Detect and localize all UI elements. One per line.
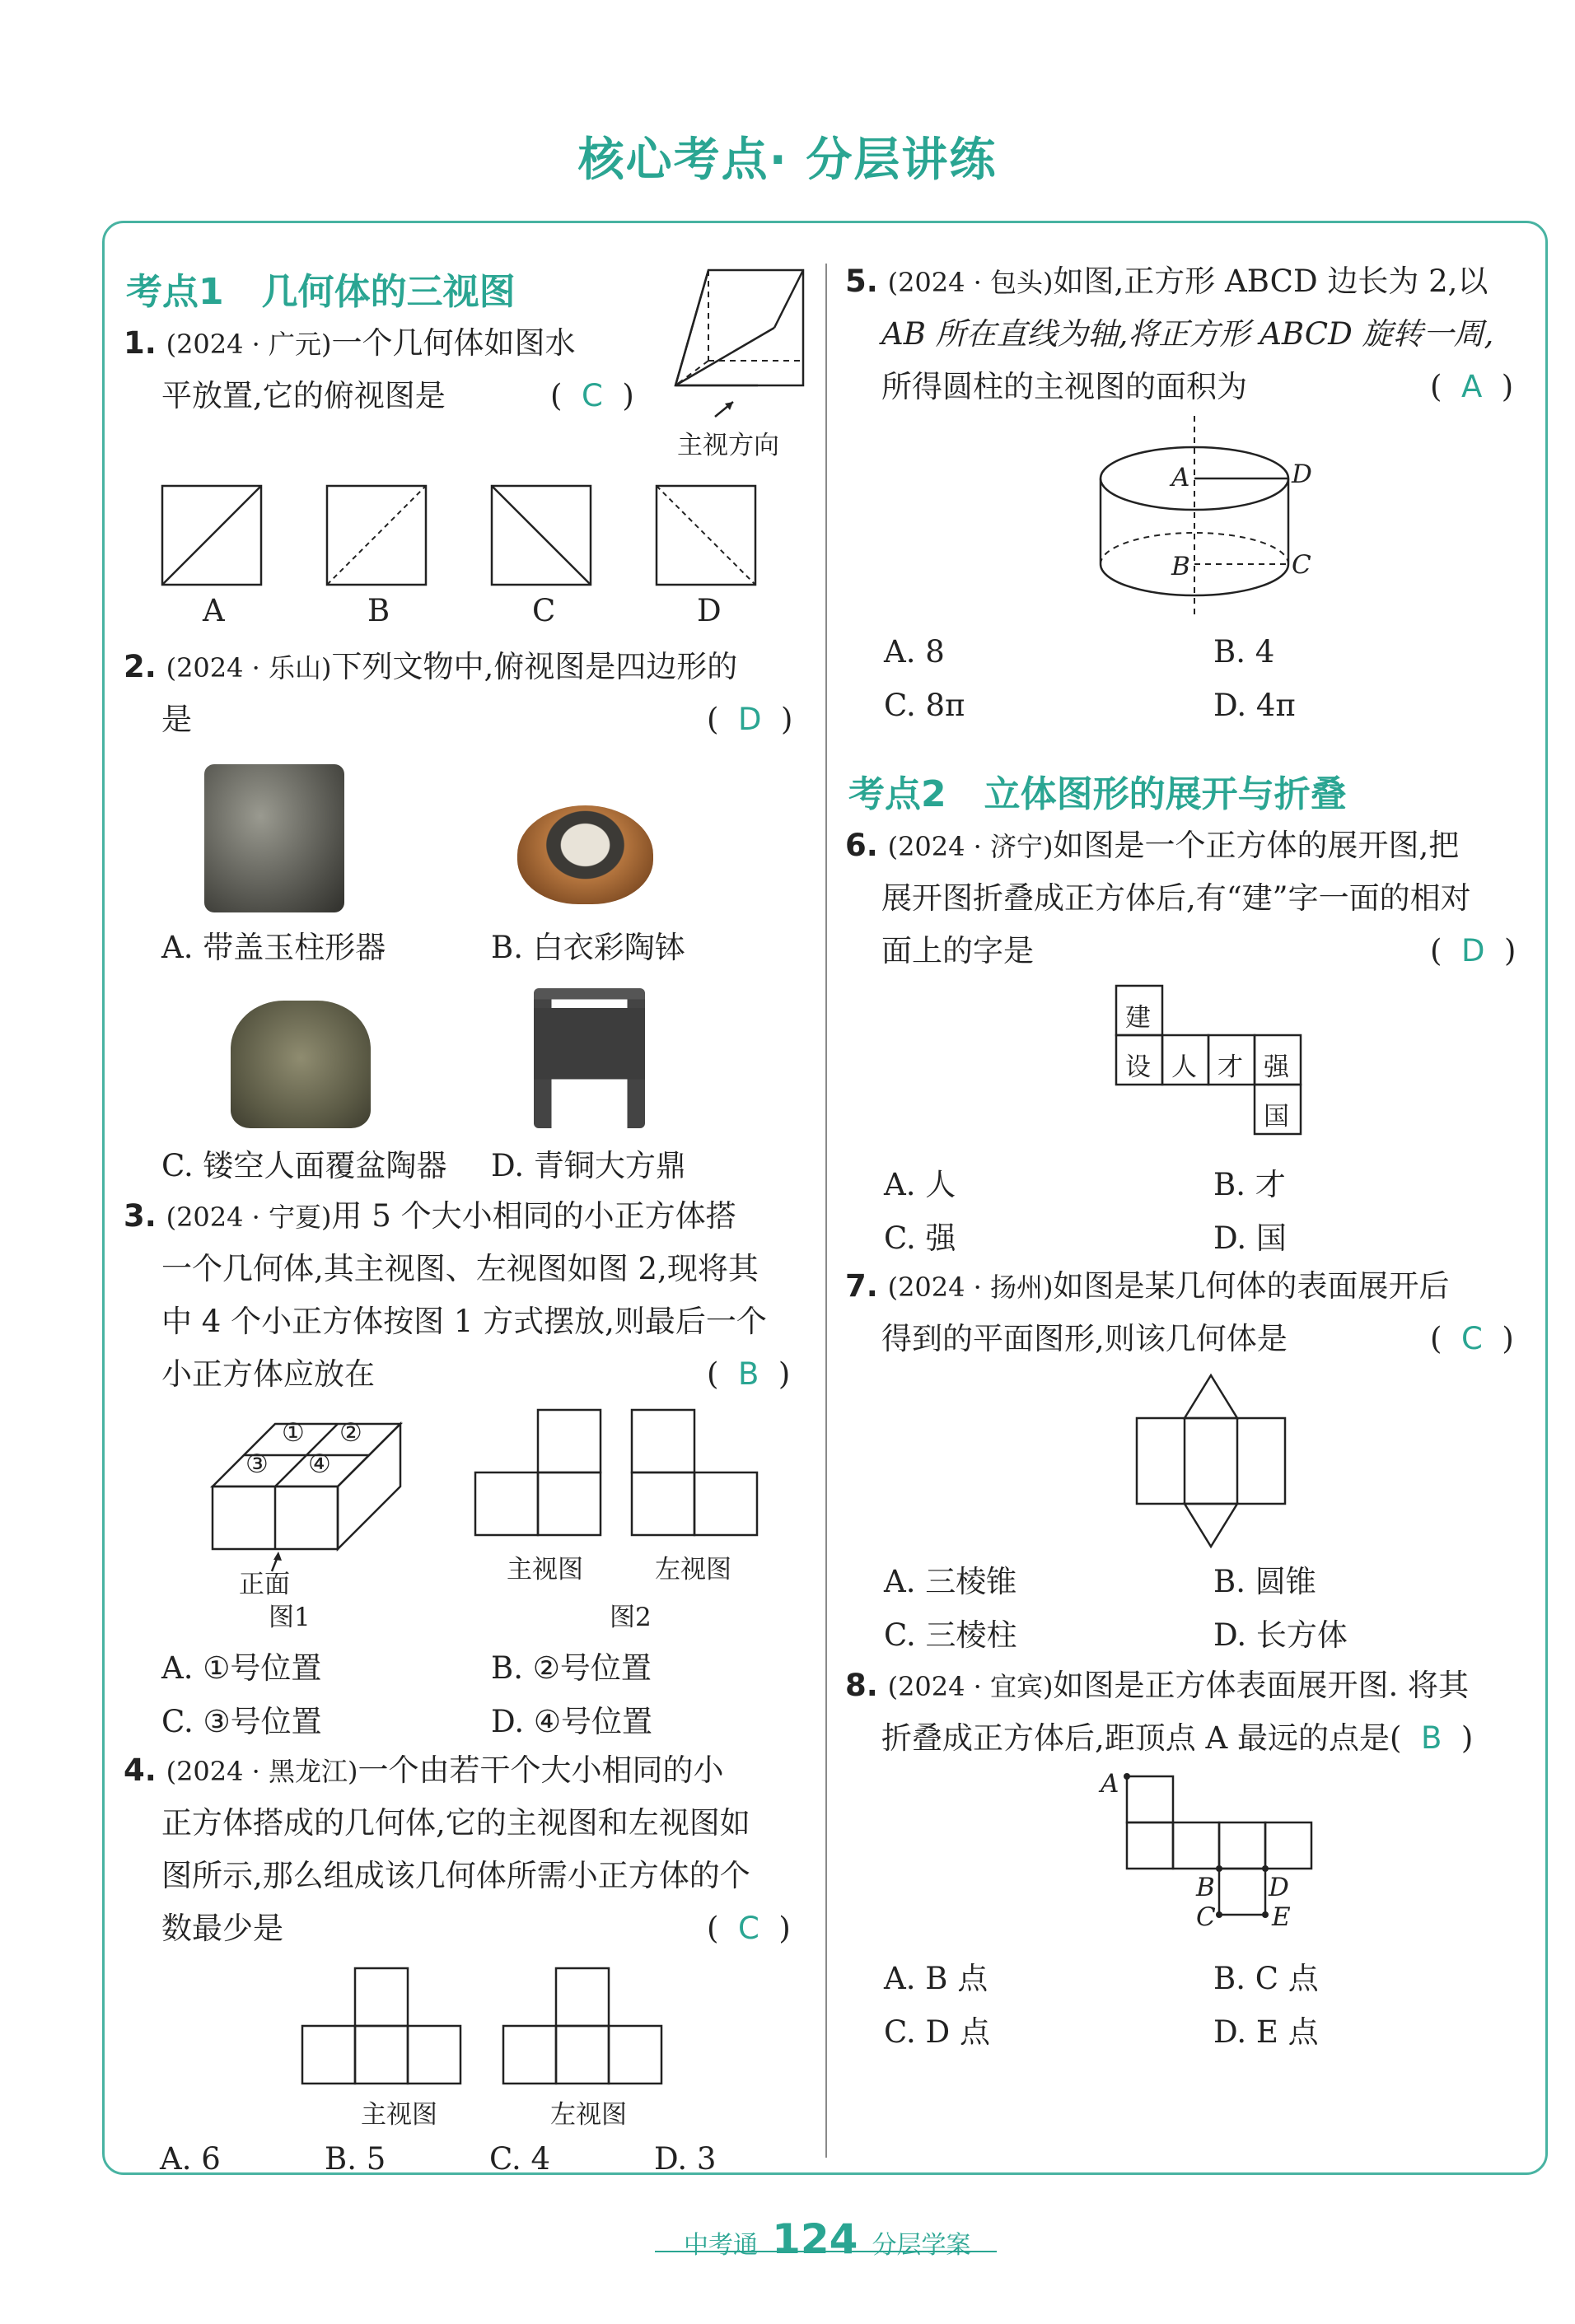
- q6-net-cell-1: 建: [1125, 1003, 1151, 1033]
- q4-left-view-label: 左视图: [550, 2100, 627, 2130]
- q5-cylinder-figure: [1096, 416, 1318, 630]
- q2-text-2: 是: [161, 702, 192, 737]
- q2-source: (2024 · 乐山): [166, 652, 332, 684]
- column-divider: [825, 264, 827, 2158]
- q3-front-label: 正面: [239, 1570, 290, 1599]
- q3-front-view-label: 主视图: [507, 1555, 583, 1584]
- q4-option-a: A. 6: [160, 2141, 221, 2177]
- q3-option-b: B. ②号位置: [491, 1650, 652, 1686]
- q2-option-d: D. 青铜大方鼎: [491, 1148, 686, 1183]
- q5-label-d: D: [1292, 460, 1312, 489]
- q7-line-2: 得到的平面图形,则该几何体是: [881, 1321, 1288, 1356]
- footer-subtitle: 分层学案: [872, 2231, 971, 2260]
- q6-line-2: 展开图折叠成正方体后,有“建”字一面的相对: [881, 880, 1471, 916]
- q3-source: (2024 · 宁夏): [166, 1202, 332, 1233]
- q7-prism-net: [1135, 1374, 1292, 1551]
- q2-number: 2.: [124, 649, 157, 684]
- q1-option-a: A: [203, 593, 225, 628]
- q3-option-d: D. ④号位置: [491, 1704, 653, 1739]
- q7-option-c: C. 三棱柱: [884, 1617, 1017, 1653]
- q4-answer: C: [737, 1911, 759, 1946]
- q7-option-b: B. 圆锥: [1213, 1564, 1316, 1599]
- q2-option-a: A. 带盖玉柱形器: [161, 930, 386, 965]
- q1-option-d: D: [697, 593, 722, 628]
- q8-answer: B: [1420, 1720, 1442, 1756]
- q3-option-c: C. ③号位置: [161, 1704, 322, 1739]
- q3-answer: B: [737, 1356, 759, 1392]
- section-1-title: 几何体的三视图: [261, 271, 516, 313]
- q1-option-c: C: [532, 593, 556, 628]
- q3-circled-4: ④: [308, 1449, 331, 1479]
- q3-answer-bracket: ( B ): [707, 1356, 791, 1392]
- q3-figure-2: [474, 1410, 787, 1542]
- q8-text-2: 折叠成正方体后,距顶点 A 最远的点是(: [881, 1720, 1402, 1756]
- q3-fig2-caption: 图2: [610, 1603, 652, 1632]
- q5-option-d: D. 4π: [1213, 688, 1296, 723]
- q8-label-d: D: [1269, 1873, 1289, 1902]
- q5-number: 5.: [845, 264, 878, 299]
- q6-line-3: 面上的字是: [881, 933, 1034, 968]
- q3-line-3: 中 4 个小正方体按图 1 方式摆放,则最后一个: [161, 1304, 767, 1339]
- section-1-heading: [126, 262, 516, 315]
- q6-answer-bracket: ( D ): [1430, 933, 1517, 968]
- q7-line-1: [845, 1260, 1450, 1314]
- q4-source: (2024 · 黑龙江): [166, 1756, 358, 1787]
- q3-number: 3.: [124, 1198, 157, 1234]
- q7-text-1: 如图是某几何体的表面展开后: [1053, 1268, 1450, 1304]
- q8-label-c: C: [1196, 1902, 1216, 1932]
- q4-number: 4.: [124, 1752, 157, 1788]
- q3-circled-3: ③: [245, 1449, 269, 1479]
- q7-option-d: D. 长方体: [1213, 1617, 1348, 1653]
- q6-option-c: C. 强: [884, 1220, 956, 1256]
- q4-option-d: D. 3: [654, 2141, 717, 2177]
- q3-line-4: 小正方体应放在: [161, 1356, 375, 1392]
- q5-source: (2024 · 包头): [887, 267, 1054, 298]
- q4-line-3: 图所示,那么组成该几何体所需小正方体的个: [161, 1858, 750, 1893]
- q2-line-2: [161, 693, 192, 746]
- q1-figure-label: 主视方向: [677, 431, 779, 460]
- q6-net-cell-2: 设: [1125, 1052, 1151, 1082]
- q3-circled-2: ②: [339, 1418, 362, 1448]
- q2-text-1: 下列文物中,俯视图是四边形的: [331, 649, 738, 684]
- q6-net-cell-6: 国: [1264, 1102, 1289, 1132]
- q4-front-view-label: 主视图: [361, 2100, 437, 2130]
- q5-line-2: AB 所在直线为轴,将正方形 ABCD 旋转一周,: [881, 316, 1494, 352]
- q7-answer: C: [1460, 1321, 1483, 1356]
- q4-figures: [301, 1968, 680, 2092]
- footer: [684, 2215, 971, 2263]
- page-title: 核心考点· 分层讲练: [577, 133, 998, 187]
- section-2-title: 立体图形的展开与折叠: [984, 773, 1347, 815]
- q7-number: 7.: [845, 1268, 878, 1304]
- q8-number: 8.: [845, 1668, 878, 1703]
- q8-label-b: B: [1196, 1873, 1215, 1902]
- jade-cylinder-image: [204, 764, 344, 912]
- q6-source: (2024 · 济宁): [887, 831, 1054, 862]
- q3-line-2: 一个几何体,其主视图、左视图如图 2,现将其: [161, 1251, 759, 1286]
- q8-text-1: 如图是正方体表面展开图. 将其: [1053, 1668, 1470, 1703]
- q8-line-1: [845, 1659, 1469, 1713]
- q8-option-a: A. B 点: [884, 1961, 988, 1996]
- q8-label-a: A: [1101, 1769, 1119, 1799]
- q4-option-b: B. 5: [325, 2141, 386, 2177]
- q4-line-2: 正方体搭成的几何体,它的主视图和左视图如: [161, 1805, 750, 1841]
- q4-option-c: C. 4: [489, 2141, 551, 2177]
- q6-text-1: 如图是一个正方体的展开图,把: [1053, 828, 1460, 863]
- section-1-label: 考点1: [126, 271, 224, 313]
- footer-brand: 中考通: [684, 2231, 758, 2260]
- q5-label-a: A: [1171, 463, 1190, 492]
- face-pottery-image: [231, 1001, 371, 1128]
- bronze-ding-image: [534, 988, 645, 1128]
- q6-option-d: D. 国: [1213, 1220, 1287, 1256]
- q3-text-1: 用 5 个大小相同的小正方体搭: [331, 1198, 736, 1234]
- q5-option-a: A. 8: [884, 634, 945, 670]
- q2-line-1: [124, 641, 737, 694]
- q7-source: (2024 · 扬州): [887, 1272, 1054, 1303]
- page-number: 124: [772, 2215, 858, 2263]
- q8-option-b: B. C 点: [1213, 1961, 1319, 1996]
- q6-number: 6.: [845, 828, 878, 863]
- section-2-label: 考点2: [848, 773, 946, 815]
- q3-line-1: [124, 1190, 736, 1244]
- q5-label-b: B: [1171, 552, 1190, 581]
- q6-net-cell-4: 才: [1217, 1052, 1243, 1082]
- q1-option-b: B: [367, 593, 390, 628]
- q1-line-2: [161, 370, 446, 422]
- q1-text-1: 一个几何体如图水: [331, 325, 576, 361]
- q7-answer-bracket: ( C ): [1430, 1321, 1514, 1356]
- q2-option-b: B. 白衣彩陶钵: [491, 930, 685, 965]
- q4-text-1: 一个由若干个大小相同的小: [358, 1752, 724, 1788]
- q6-option-b: B. 才: [1213, 1167, 1286, 1202]
- q1-text-2: 平放置,它的俯视图是: [161, 378, 446, 413]
- q7-option-a: A. 三棱锥: [884, 1564, 1017, 1599]
- q6-line-1: [845, 819, 1459, 873]
- q1-answer-bracket: ( C ): [550, 378, 634, 413]
- q5-option-b: B. 4: [1213, 634, 1275, 670]
- q6-net-cell-3: 人: [1171, 1052, 1197, 1082]
- q1-line-1: [124, 317, 576, 371]
- q8-source: (2024 · 宜宾): [887, 1671, 1054, 1702]
- q4-line-4: 数最少是: [161, 1911, 283, 1946]
- q5-line-3: 所得圆柱的主视图的面积为: [881, 369, 1247, 404]
- q8-option-c: C. D 点: [884, 2014, 990, 2050]
- q2-answer: D: [737, 702, 762, 737]
- q5-option-c: C. 8π: [884, 688, 965, 723]
- q3-option-a: A. ①号位置: [161, 1650, 322, 1686]
- q8-option-d: D. E 点: [1213, 2014, 1319, 2050]
- section-2-heading: [848, 764, 1347, 817]
- q5-answer-bracket: ( A ): [1430, 369, 1514, 404]
- q8-label-e: E: [1272, 1902, 1291, 1932]
- q1-number: 1.: [124, 325, 157, 361]
- q4-line-1: [124, 1744, 724, 1798]
- q1-option-figures: [157, 482, 766, 589]
- q5-text-1: 如图,正方形 ABCD 边长为 2,以: [1053, 264, 1489, 299]
- q2-answer-bracket: ( D ): [707, 702, 793, 737]
- q1-source: (2024 · 广元): [166, 329, 332, 360]
- q2-option-c: C. 镂空人面覆盆陶器: [161, 1148, 447, 1183]
- q5-label-c: C: [1292, 550, 1311, 580]
- q1-answer: C: [581, 378, 603, 413]
- q6-answer: D: [1460, 933, 1485, 968]
- q4-answer-bracket: ( C ): [707, 1911, 791, 1946]
- q3-circled-1: ①: [282, 1418, 305, 1448]
- q6-option-a: A. 人: [884, 1167, 956, 1202]
- q3-left-view-label: 左视图: [655, 1555, 731, 1584]
- q8-line-2: 折叠成正方体后,距顶点 A 最远的点是( B ): [881, 1720, 1474, 1756]
- q5-line-1: [845, 255, 1488, 309]
- q6-net-cell-5: 强: [1264, 1052, 1289, 1082]
- painted-pottery-bowl-image: [517, 805, 653, 904]
- q3-figure-1: [206, 1416, 445, 1565]
- q3-fig1-caption: 图1: [269, 1603, 311, 1632]
- q5-answer: A: [1460, 369, 1483, 404]
